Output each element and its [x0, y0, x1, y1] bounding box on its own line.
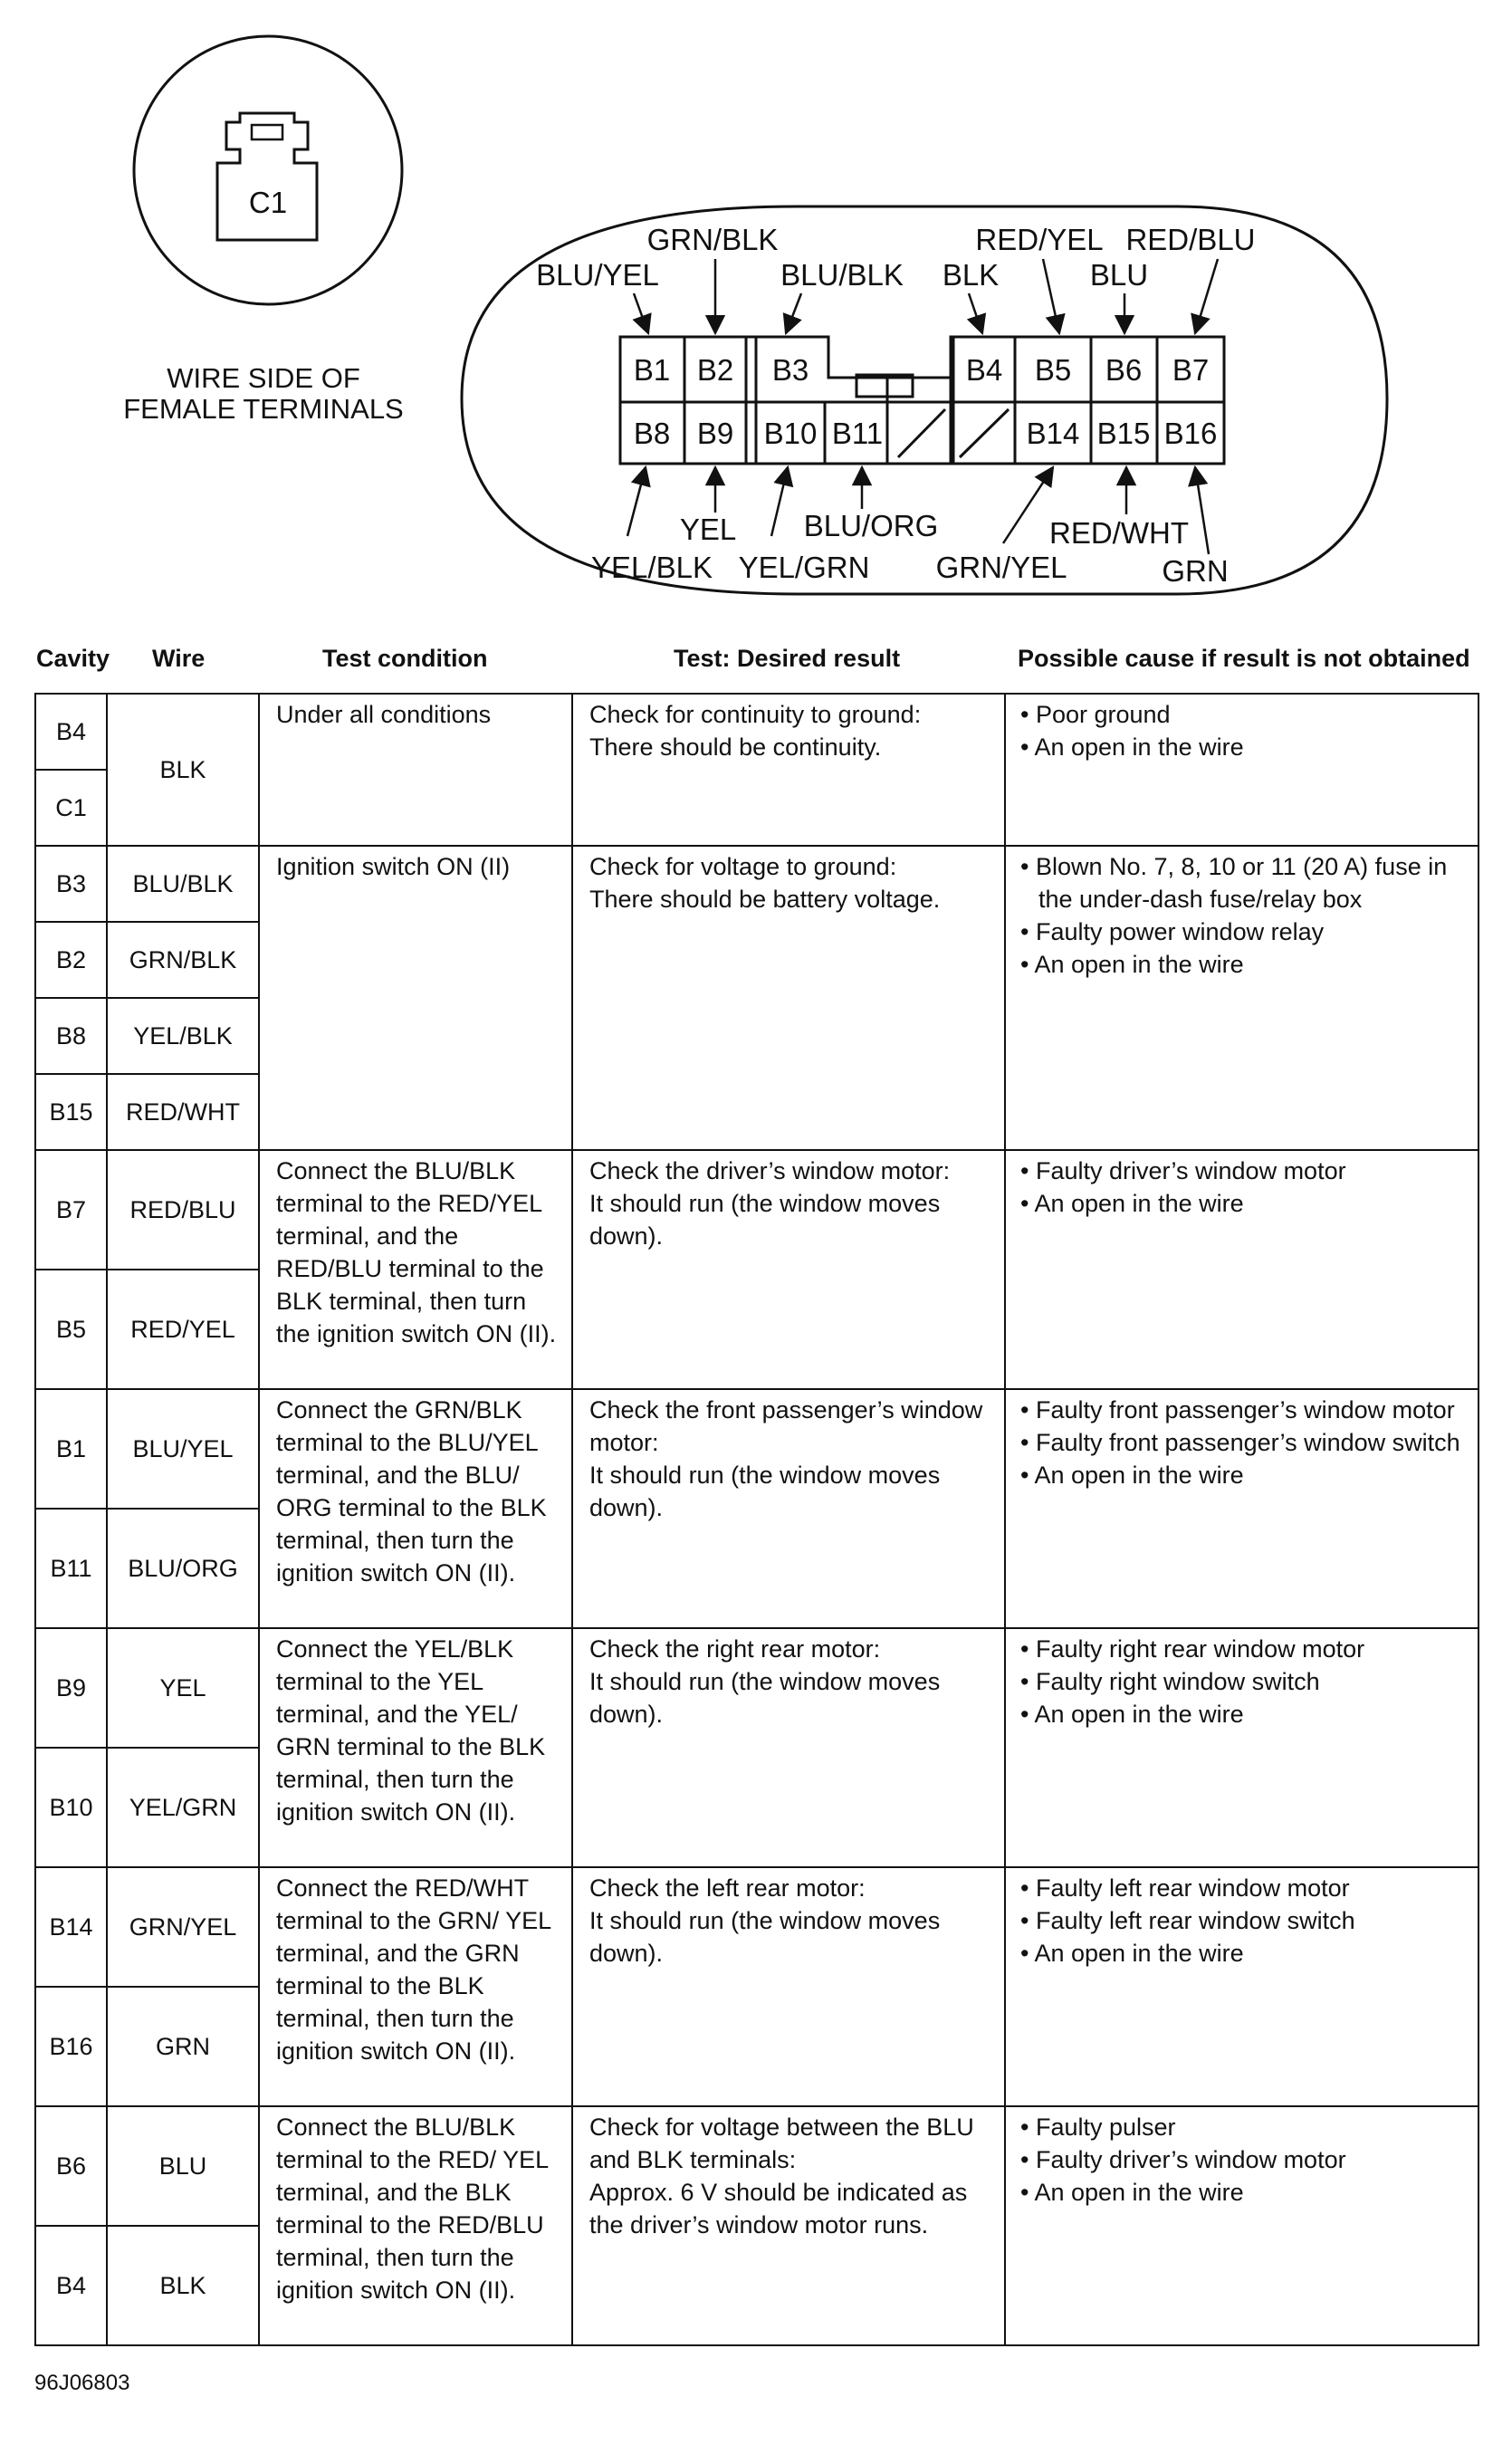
cause-text: An open in the wire	[1034, 733, 1244, 761]
possible-cause-cell	[1005, 1628, 1479, 1867]
cause-text: An open in the wire	[1034, 1462, 1244, 1489]
result-line: Check the front passenger’s window motor:	[589, 1396, 983, 1456]
wire-cell: YEL/GRN	[107, 1748, 259, 1867]
cause-text: Faulty power window relay	[1035, 918, 1325, 945]
cause-item	[1020, 1155, 1469, 1187]
result-line: Check the driver’s window motor:	[589, 1157, 951, 1184]
wire-cell: BLU/YEL	[107, 1389, 259, 1509]
cavity-cell: B11	[35, 1509, 107, 1628]
cavity-cell: B10	[35, 1748, 107, 1867]
pin-b4: B4	[965, 353, 1003, 387]
cause-item	[1020, 698, 1469, 731]
cause-text: Faulty left rear window switch	[1035, 1907, 1355, 1934]
cause-item	[1020, 948, 1469, 981]
cause-text: Faulty right rear window motor	[1035, 1635, 1365, 1663]
wire-cell: GRN/BLK	[107, 922, 259, 998]
pin-b9: B9	[696, 417, 734, 450]
cavity-cell: B1	[35, 1389, 107, 1509]
wire-label-b5: RED/YEL	[975, 223, 1104, 256]
bullet-icon: •	[1020, 2146, 1036, 2173]
test-condition-cell: Ignition switch ON (II)	[259, 846, 572, 1150]
pin-b10: B10	[763, 417, 818, 450]
test-condition-cell: Connect the YEL/BLK terminal to the YEL terminal, and the YEL/ GRN terminal to the BLK terminal, then turn the ignition switch ON (II).	[259, 1628, 572, 1867]
wire-cell: YEL	[107, 1628, 259, 1748]
cause-item	[1020, 1187, 1469, 1220]
cause-text: An open in the wire	[1034, 1701, 1244, 1728]
bullet-icon: •	[1020, 1874, 1036, 1902]
wire-label-b16: GRN	[1162, 554, 1229, 588]
table-row	[35, 2106, 1479, 2226]
result-line: Check the right rear motor:	[589, 1635, 881, 1663]
pin-b7: B7	[1172, 353, 1210, 387]
cause-text: Poor ground	[1035, 701, 1171, 728]
test-condition-cell: Connect the GRN/BLK terminal to the BLU/YEL terminal, and the BLU/ ORG terminal to the BLK terminal, then turn the ignition switch ON (II).	[259, 1389, 572, 1628]
test-condition-cell: Connect the BLU/BLK terminal to the RED/YEL terminal, and the RED/BLU terminal to the BLK terminal, then turn the ignition switch ON (II).	[259, 1150, 572, 1389]
cause-text: Blown No. 7, 8, 10 or 11 (20 A) fuse in the under-dash fuse/relay box	[1035, 853, 1448, 913]
cause-item	[1020, 2143, 1469, 2176]
cavity-cell: B2	[35, 922, 107, 998]
result-line: It should run (the window moves down).	[589, 1907, 941, 1967]
result-line: Check for voltage between the BLU and BLK terminals:	[589, 2114, 974, 2173]
bullet-icon: •	[1020, 1907, 1036, 1934]
bullet-icon: •	[1020, 918, 1036, 945]
bullet-icon: •	[1020, 1635, 1036, 1663]
desired-result-cell	[572, 1150, 1005, 1389]
cause-text: Faulty front passenger’s window switch	[1035, 1429, 1460, 1456]
header-wire: Wire	[152, 645, 206, 672]
desired-result-cell	[572, 1389, 1005, 1628]
pin-b8: B8	[633, 417, 671, 450]
table-row	[35, 1150, 1479, 1270]
pin-b1: B1	[633, 353, 671, 387]
test-condition-cell: Connect the BLU/BLK terminal to the RED/ YEL terminal, and the BLK terminal to the RED/BLU terminal, then turn the ignition switch ON (II).	[259, 2106, 572, 2345]
pin-b11: B11	[831, 417, 884, 450]
pin-b5: B5	[1034, 353, 1072, 387]
possible-cause-cell	[1005, 846, 1479, 1150]
wire-label-b4: BLK	[942, 258, 1000, 292]
bullet-icon: •	[1020, 1701, 1035, 1728]
result-line: Check for voltage to ground:	[589, 853, 897, 880]
bullet-icon: •	[1020, 2114, 1036, 2141]
cause-text: Faulty driver’s window motor	[1035, 2146, 1346, 2173]
cause-text: Faulty driver’s window motor	[1035, 1157, 1346, 1184]
wire-cell: BLK	[107, 2226, 259, 2345]
wire-cell: RED/WHT	[107, 1074, 259, 1150]
cause-text: An open in the wire	[1034, 1190, 1244, 1217]
wire-label-b1: BLU/YEL	[536, 258, 659, 292]
cavity-cell: B7	[35, 1150, 107, 1270]
cavity-cell: C1	[35, 770, 107, 846]
pin-b2: B2	[696, 353, 734, 387]
wire-label-b11: BLU/ORG	[803, 509, 939, 542]
wire-cell: RED/BLU	[107, 1150, 259, 1270]
wire-cell: YEL/BLK	[107, 998, 259, 1074]
bullet-icon: •	[1020, 1940, 1035, 1967]
table-row	[35, 1628, 1479, 1748]
c1-connector-symbol	[134, 36, 402, 304]
bullet-icon: •	[1020, 701, 1036, 728]
desired-result-cell	[572, 1867, 1005, 2106]
cause-text: An open in the wire	[1034, 1940, 1244, 1967]
c1-label: C1	[248, 186, 288, 219]
desired-result-cell	[572, 846, 1005, 1150]
test-condition-cell: Under all conditions	[259, 694, 572, 846]
desired-result-cell	[572, 2106, 1005, 2345]
cavity-cell: B14	[35, 1867, 107, 1987]
wire-label-b7: RED/BLU	[1125, 223, 1256, 256]
cause-item	[1020, 731, 1469, 763]
cause-item	[1020, 1426, 1469, 1459]
pin-b16: B16	[1163, 417, 1218, 450]
cause-item	[1020, 1937, 1469, 1970]
cavity-cell: B16	[35, 1987, 107, 2106]
wire-cell: BLU	[107, 2106, 259, 2226]
bullet-icon: •	[1020, 1668, 1036, 1695]
table-row	[35, 846, 1479, 922]
cavity-cell: B6	[35, 2106, 107, 2226]
cause-item	[1020, 1633, 1469, 1665]
wire-cell: BLU/ORG	[107, 1509, 259, 1628]
bullet-icon: •	[1020, 853, 1036, 880]
cavity-cell: B4	[35, 694, 107, 770]
cause-item	[1020, 1698, 1469, 1730]
bullet-icon: •	[1020, 1396, 1036, 1424]
possible-cause-cell	[1005, 1867, 1479, 2106]
cause-item	[1020, 850, 1469, 915]
result-line: Check the left rear motor:	[589, 1874, 866, 1902]
wire-label-b3: BLU/BLK	[780, 258, 904, 292]
header-possible-cause: Possible cause if result is not obtained	[1018, 645, 1470, 672]
pin-b6: B6	[1105, 353, 1143, 387]
test-condition-cell: Connect the RED/WHT terminal to the GRN/ YEL terminal, and the GRN terminal to the BLK terminal, then turn the ignition switch ON (II).	[259, 1867, 572, 2106]
pin-b3: B3	[771, 353, 809, 387]
result-line: It should run (the window moves down).	[589, 1190, 941, 1250]
bullet-icon: •	[1020, 951, 1035, 978]
cavity-cell: B15	[35, 1074, 107, 1150]
wire-label-b9: YEL	[679, 513, 737, 546]
possible-cause-cell	[1005, 2106, 1479, 2345]
desired-result-cell	[572, 694, 1005, 846]
result-line: It should run (the window moves down).	[589, 1668, 941, 1728]
cause-text: An open in the wire	[1034, 951, 1244, 978]
possible-cause-cell	[1005, 694, 1479, 846]
wire-cell: GRN	[107, 1987, 259, 2106]
wire-cell: BLK	[107, 694, 259, 846]
bullet-icon: •	[1020, 1462, 1035, 1489]
cause-item	[1020, 1459, 1469, 1491]
cavity-cell: B9	[35, 1628, 107, 1748]
caption-line1: WIRE SIDE OF	[167, 362, 360, 394]
result-line: Check for continuity to ground:	[589, 701, 922, 728]
possible-cause-cell	[1005, 1150, 1479, 1389]
pin-b15: B15	[1096, 417, 1151, 450]
test-table	[34, 693, 1479, 2346]
cause-text: Faulty pulser	[1035, 2114, 1176, 2141]
wire-cell: RED/YEL	[107, 1270, 259, 1389]
caption-line2: FEMALE TERMINALS	[123, 393, 404, 425]
wire-cell: GRN/YEL	[107, 1867, 259, 1987]
connector-diagram	[0, 0, 1512, 652]
cause-text: Faulty front passenger’s window motor	[1035, 1396, 1455, 1424]
wire-label-b8: YEL/BLK	[591, 551, 713, 584]
cavity-cell: B4	[35, 2226, 107, 2345]
header-test-condition: Test condition	[322, 645, 488, 672]
header-cavity: Cavity	[36, 645, 110, 672]
cause-item	[1020, 2111, 1469, 2143]
wire-cell: BLU/BLK	[107, 846, 259, 922]
cause-item	[1020, 1394, 1469, 1426]
cause-text: Faulty left rear window motor	[1035, 1874, 1350, 1902]
pin-b14: B14	[1026, 417, 1080, 450]
cavity-cell: B3	[35, 846, 107, 922]
desired-result-cell	[572, 1628, 1005, 1867]
result-line: Approx. 6 V should be indicated as the driver’s window motor runs.	[589, 2179, 968, 2238]
cavity-cell: B8	[35, 998, 107, 1074]
header-desired-result: Test: Desired result	[674, 645, 901, 672]
cause-text: Faulty right window switch	[1035, 1668, 1320, 1695]
bullet-icon: •	[1020, 1190, 1035, 1217]
cavity-cell: B5	[35, 1270, 107, 1389]
cause-text: An open in the wire	[1034, 2179, 1244, 2206]
cause-item	[1020, 915, 1469, 948]
bullet-icon: •	[1020, 1157, 1036, 1184]
wire-label-b10: YEL/GRN	[738, 551, 870, 584]
wire-label-b2: GRN/BLK	[646, 223, 779, 256]
wire-label-b15: RED/WHT	[1049, 516, 1189, 550]
bullet-icon: •	[1020, 1429, 1036, 1456]
bullet-icon: •	[1020, 2179, 1035, 2206]
result-line: There should be continuity.	[589, 733, 882, 761]
bullet-icon: •	[1020, 733, 1035, 761]
cause-item	[1020, 1665, 1469, 1698]
wire-label-b6: BLU	[1089, 258, 1149, 292]
cause-item	[1020, 1904, 1469, 1937]
wire-label-b14: GRN/YEL	[935, 551, 1067, 584]
cause-item	[1020, 1872, 1469, 1904]
table-row	[35, 1867, 1479, 1987]
table-row	[35, 1389, 1479, 1509]
table-row	[35, 694, 1479, 770]
possible-cause-cell	[1005, 1389, 1479, 1628]
figure-number: 96J06803	[34, 2371, 130, 2395]
result-line: There should be battery voltage.	[589, 886, 941, 913]
cause-item	[1020, 2176, 1469, 2209]
result-line: It should run (the window moves down).	[589, 1462, 941, 1521]
